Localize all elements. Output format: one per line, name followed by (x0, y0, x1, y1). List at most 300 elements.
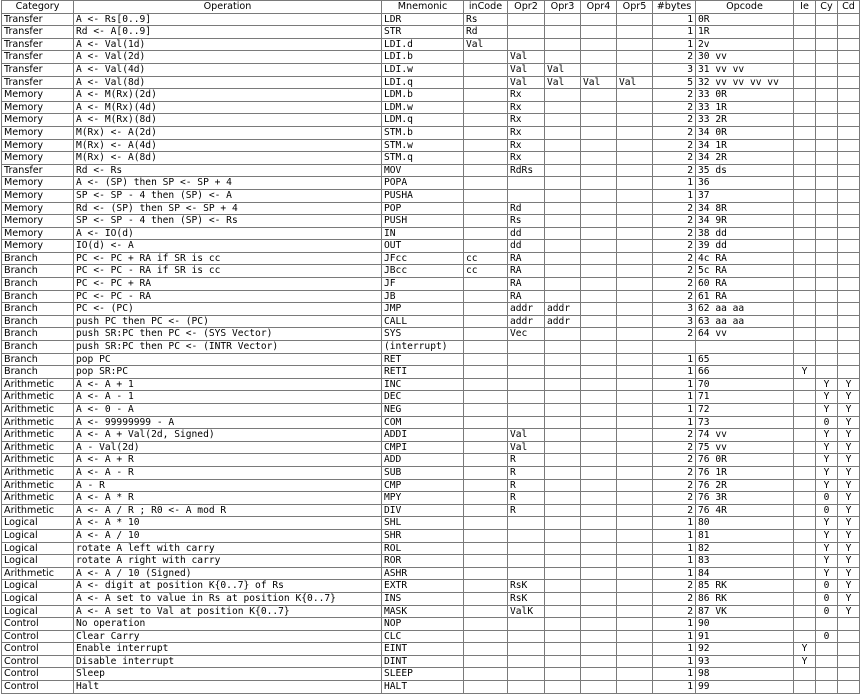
cell-ie (794, 227, 816, 240)
cell-incode (464, 466, 508, 479)
cell-ie (794, 429, 816, 442)
cell-category: Arithmetic (2, 391, 74, 404)
table-row (2, 227, 860, 240)
cell-mnemonic: NEG (382, 404, 464, 417)
cell-mnemonic: CALL (382, 315, 464, 328)
cell-bytes: 2 (653, 605, 696, 618)
cell-cy (816, 13, 838, 26)
cell-ie (794, 152, 816, 165)
cell-operation: rotate A left with carry (74, 542, 382, 555)
cell-category: Branch (2, 278, 74, 291)
cell-cd (838, 252, 860, 265)
cell-category: Branch (2, 353, 74, 366)
table-row (2, 630, 860, 643)
cell-bytes: 2 (653, 89, 696, 102)
cell-opr2: addr (508, 303, 545, 316)
cell-cd (838, 290, 860, 303)
cell-mnemonic: CMPI (382, 441, 464, 454)
cell-cy (816, 139, 838, 152)
header-incode: inCode (464, 1, 508, 14)
cell-opr2: RsK (508, 592, 545, 605)
cell-bytes: 1 (653, 177, 696, 190)
table-row (2, 101, 860, 114)
cell-incode: cc (464, 252, 508, 265)
cell-opr2 (508, 366, 545, 379)
cell-cd (838, 63, 860, 76)
cell-mnemonic: OUT (382, 240, 464, 253)
cell-incode (464, 227, 508, 240)
cell-opr4 (581, 529, 617, 542)
cell-incode (464, 643, 508, 656)
cell-cy (816, 227, 838, 240)
table-row (2, 466, 860, 479)
cell-opr5 (617, 454, 653, 467)
cell-opr2: RA (508, 278, 545, 291)
cell-opr5 (617, 643, 653, 656)
header-bytes: #bytes (653, 1, 696, 14)
cell-opcode: 63 aa aa (696, 315, 794, 328)
cell-cd: Y (838, 605, 860, 618)
cell-cy (816, 215, 838, 228)
cell-cy (816, 101, 838, 114)
cell-operation: A - Val(2d) (74, 441, 382, 454)
cell-opr4 (581, 114, 617, 127)
cell-bytes: 2 (653, 240, 696, 253)
cell-opr3 (545, 580, 581, 593)
cell-opr5 (617, 655, 653, 668)
cell-opr5 (617, 341, 653, 354)
cell-opr2: Rx (508, 101, 545, 114)
cell-opr4 (581, 605, 617, 618)
cell-operation: A <- (SP) then SP <- SP + 4 (74, 177, 382, 190)
cell-incode (464, 164, 508, 177)
cell-cd (838, 240, 860, 253)
cell-cd (838, 681, 860, 694)
cell-opcode: 92 (696, 643, 794, 656)
cell-mnemonic: LDI.b (382, 51, 464, 64)
cell-bytes: 5 (653, 76, 696, 89)
cell-opr2: addr (508, 315, 545, 328)
cell-ie (794, 101, 816, 114)
cell-opr2: Val (508, 441, 545, 454)
cell-operation: A <- A + R (74, 454, 382, 467)
cell-cd (838, 353, 860, 366)
cell-opcode: 90 (696, 618, 794, 631)
cell-operation: PC <- PC - RA (74, 290, 382, 303)
table-row (2, 341, 860, 354)
cell-category: Memory (2, 177, 74, 190)
cell-category: Control (2, 681, 74, 694)
cell-opr4 (581, 366, 617, 379)
cell-mnemonic: DINT (382, 655, 464, 668)
cell-operation: M(Rx) <- A(8d) (74, 152, 382, 165)
cell-mnemonic: DEC (382, 391, 464, 404)
cell-mnemonic: INS (382, 592, 464, 605)
header-opcode: Opcode (696, 1, 794, 14)
cell-opr3 (545, 126, 581, 139)
cell-bytes: 2 (653, 454, 696, 467)
cell-operation: A <- Val(1d) (74, 38, 382, 51)
cell-opr5 (617, 441, 653, 454)
cell-ie (794, 681, 816, 694)
cell-category: Memory (2, 189, 74, 202)
cell-bytes: 1 (653, 555, 696, 568)
cell-opr5 (617, 429, 653, 442)
cell-opr3 (545, 605, 581, 618)
cell-cd (838, 164, 860, 177)
cell-category: Transfer (2, 164, 74, 177)
cell-ie (794, 668, 816, 681)
cell-opr2: Rx (508, 152, 545, 165)
cell-opr5 (617, 164, 653, 177)
cell-opr4 (581, 555, 617, 568)
table-row (2, 189, 860, 202)
cell-cd (838, 643, 860, 656)
cell-opr3 (545, 51, 581, 64)
cell-ie (794, 630, 816, 643)
cell-cd: Y (838, 479, 860, 492)
cell-incode (464, 89, 508, 102)
cell-opr5 (617, 315, 653, 328)
table-row (2, 517, 860, 530)
cell-category: Control (2, 655, 74, 668)
cell-mnemonic: SUB (382, 466, 464, 479)
cell-opr2: Rx (508, 89, 545, 102)
cell-ie (794, 341, 816, 354)
cell-category: Transfer (2, 38, 74, 51)
cell-opcode: 36 (696, 177, 794, 190)
cell-incode: cc (464, 265, 508, 278)
cell-cy (816, 38, 838, 51)
cell-opr2 (508, 391, 545, 404)
cell-opr4 (581, 303, 617, 316)
cell-cy: Y (816, 429, 838, 442)
cell-opr4 (581, 215, 617, 228)
cell-opr4 (581, 517, 617, 530)
cell-operation: pop PC (74, 353, 382, 366)
table-row (2, 215, 860, 228)
cell-opr5 (617, 265, 653, 278)
cell-incode (464, 378, 508, 391)
cell-incode (464, 542, 508, 555)
cell-bytes: 2 (653, 227, 696, 240)
cell-mnemonic: INC (382, 378, 464, 391)
cell-ie (794, 441, 816, 454)
cell-mnemonic: JB (382, 290, 464, 303)
cell-incode (464, 391, 508, 404)
cell-cy (816, 643, 838, 656)
cell-cy (816, 252, 838, 265)
cell-opr2: RA (508, 252, 545, 265)
cell-opcode: 86 RK (696, 592, 794, 605)
cell-opr4 (581, 189, 617, 202)
cell-operation: push SR:PC then PC <- (SYS Vector) (74, 328, 382, 341)
cell-opr2: Val (508, 76, 545, 89)
cell-opcode: 87 VK (696, 605, 794, 618)
cell-category: Memory (2, 215, 74, 228)
table-row (2, 114, 860, 127)
cell-ie (794, 51, 816, 64)
cell-ie (794, 555, 816, 568)
cell-ie (794, 353, 816, 366)
cell-opr4 (581, 630, 617, 643)
cell-category: Memory (2, 139, 74, 152)
cell-incode (464, 315, 508, 328)
cell-opr2: ValK (508, 605, 545, 618)
cell-bytes: 1 (653, 618, 696, 631)
cell-opcode: 2v (696, 38, 794, 51)
cell-opr4 (581, 341, 617, 354)
cell-cd (838, 76, 860, 89)
cell-opr5 (617, 278, 653, 291)
cell-opr2 (508, 567, 545, 580)
cell-ie (794, 529, 816, 542)
table-row (2, 202, 860, 215)
cell-cy (816, 328, 838, 341)
cell-opr3: Val (545, 63, 581, 76)
cell-opr3 (545, 164, 581, 177)
cell-incode (464, 404, 508, 417)
cell-opr5 (617, 504, 653, 517)
cell-opcode: 34 0R (696, 126, 794, 139)
table-row (2, 328, 860, 341)
cell-incode (464, 555, 508, 568)
cell-mnemonic: STM.w (382, 139, 464, 152)
cell-operation: PC <- PC + RA (74, 278, 382, 291)
cell-opr5 (617, 605, 653, 618)
cell-cd: Y (838, 391, 860, 404)
cell-opr4 (581, 126, 617, 139)
table-row (2, 278, 860, 291)
cell-operation: Clear Carry (74, 630, 382, 643)
cell-opr3 (545, 668, 581, 681)
cell-category: Arithmetic (2, 441, 74, 454)
cell-incode (464, 454, 508, 467)
cell-opr5 (617, 492, 653, 505)
cell-cy (816, 114, 838, 127)
cell-cy (816, 63, 838, 76)
cell-cd (838, 139, 860, 152)
cell-opr3 (545, 643, 581, 656)
cell-bytes: 1 (653, 643, 696, 656)
cell-category: Control (2, 643, 74, 656)
cell-opcode: 76 1R (696, 466, 794, 479)
cell-cy (816, 26, 838, 39)
table-row (2, 89, 860, 102)
cell-opr5 (617, 139, 653, 152)
cell-cy (816, 89, 838, 102)
cell-cy (816, 618, 838, 631)
cell-opr3 (545, 114, 581, 127)
cell-opr4 (581, 454, 617, 467)
cell-bytes: 1 (653, 655, 696, 668)
cell-opr4 (581, 643, 617, 656)
cell-opr4 (581, 328, 617, 341)
cell-operation: A <- A set to value in Rs at position K{0..7} (74, 592, 382, 605)
cell-operation: PC <- PC + RA if SR is cc (74, 252, 382, 265)
cell-cd (838, 265, 860, 278)
cell-bytes: 1 (653, 353, 696, 366)
cell-cy: 0 (816, 504, 838, 517)
cell-opr5 (617, 592, 653, 605)
cell-opr2 (508, 618, 545, 631)
cell-bytes: 3 (653, 63, 696, 76)
cell-opcode: 1R (696, 26, 794, 39)
table-row (2, 315, 860, 328)
cell-cd: Y (838, 529, 860, 542)
cell-bytes: 2 (653, 139, 696, 152)
cell-opcode: 84 (696, 567, 794, 580)
cell-opcode: 34 9R (696, 215, 794, 228)
cell-opr3 (545, 517, 581, 530)
cell-opr3 (545, 328, 581, 341)
cell-opr2: Rx (508, 139, 545, 152)
cell-opr4 (581, 38, 617, 51)
cell-opcode: 34 1R (696, 139, 794, 152)
cell-cd (838, 303, 860, 316)
cell-mnemonic: NOP (382, 618, 464, 631)
cell-category: Arithmetic (2, 429, 74, 442)
cell-cd: Y (838, 416, 860, 429)
cell-category: Arithmetic (2, 466, 74, 479)
cell-cd (838, 189, 860, 202)
cell-cy (816, 164, 838, 177)
cell-opcode: 35 ds (696, 164, 794, 177)
table-row (2, 353, 860, 366)
cell-opr5 (617, 202, 653, 215)
cell-opr3 (545, 139, 581, 152)
cell-operation: A <- A * 10 (74, 517, 382, 530)
cell-operation: A <- IO(d) (74, 227, 382, 240)
cell-opr4 (581, 618, 617, 631)
cell-opr2: Vec (508, 328, 545, 341)
cell-bytes: 2 (653, 492, 696, 505)
cell-incode (464, 655, 508, 668)
cell-opr2: Rs (508, 215, 545, 228)
cell-incode (464, 152, 508, 165)
cell-bytes: 2 (653, 441, 696, 454)
table-row (2, 240, 860, 253)
cell-opr5 (617, 252, 653, 265)
cell-opr2 (508, 378, 545, 391)
cell-bytes: 1 (653, 529, 696, 542)
cell-cy: Y (816, 378, 838, 391)
cell-opr2 (508, 542, 545, 555)
table-row (2, 378, 860, 391)
header-opr2: Opr2 (508, 1, 545, 14)
cell-opcode: 32 vv vv vv vv (696, 76, 794, 89)
cell-cy: Y (816, 479, 838, 492)
cell-cy (816, 655, 838, 668)
table-row (2, 479, 860, 492)
cell-opr2 (508, 517, 545, 530)
cell-cy: 0 (816, 492, 838, 505)
cell-operation: PC <- PC - RA if SR is cc (74, 265, 382, 278)
cell-category: Logical (2, 592, 74, 605)
cell-operation: A <- digit at position K{0..7} of Rs (74, 580, 382, 593)
table-row (2, 567, 860, 580)
cell-incode: Rd (464, 26, 508, 39)
cell-opr2: Val (508, 429, 545, 442)
cell-mnemonic: SLEEP (382, 668, 464, 681)
cell-category: Branch (2, 290, 74, 303)
cell-cd: Y (838, 429, 860, 442)
cell-opr2: R (508, 466, 545, 479)
cell-ie (794, 618, 816, 631)
cell-opr3 (545, 240, 581, 253)
cell-opr2 (508, 177, 545, 190)
cell-category: Arithmetic (2, 454, 74, 467)
cell-category: Branch (2, 366, 74, 379)
cell-opr2: Rx (508, 114, 545, 127)
cell-incode (464, 278, 508, 291)
cell-bytes: 2 (653, 479, 696, 492)
cell-category: Branch (2, 315, 74, 328)
cell-opr2 (508, 189, 545, 202)
cell-opr3 (545, 215, 581, 228)
cell-opr4 (581, 466, 617, 479)
cell-category: Arithmetic (2, 567, 74, 580)
cell-opcode: 99 (696, 681, 794, 694)
cell-operation: A <- M(Rx)(2d) (74, 89, 382, 102)
cell-operation: A <- A + 1 (74, 378, 382, 391)
cell-ie (794, 404, 816, 417)
cell-cd: Y (838, 555, 860, 568)
cell-opr2 (508, 26, 545, 39)
cell-opr4 (581, 542, 617, 555)
cell-opr3 (545, 265, 581, 278)
cell-incode (464, 567, 508, 580)
cell-cy (816, 152, 838, 165)
cell-opr4 (581, 101, 617, 114)
cell-opr2 (508, 353, 545, 366)
cell-opr3 (545, 26, 581, 39)
cell-opcode: 64 vv (696, 328, 794, 341)
table-row (2, 290, 860, 303)
cell-bytes: 2 (653, 290, 696, 303)
cell-cd (838, 328, 860, 341)
cell-bytes: 1 (653, 681, 696, 694)
cell-cy (816, 177, 838, 190)
cell-opr2: RsK (508, 580, 545, 593)
cell-opr3 (545, 416, 581, 429)
cell-mnemonic: EXTR (382, 580, 464, 593)
cell-bytes: 1 (653, 189, 696, 202)
cell-opr2: RA (508, 265, 545, 278)
cell-incode (464, 202, 508, 215)
cell-opcode: 30 vv (696, 51, 794, 64)
cell-opcode: 83 (696, 555, 794, 568)
cell-cd (838, 202, 860, 215)
cell-opr2: R (508, 454, 545, 467)
cell-opr3 (545, 479, 581, 492)
cell-mnemonic: JMP (382, 303, 464, 316)
table-row (2, 303, 860, 316)
cell-cd (838, 26, 860, 39)
cell-opcode: 34 8R (696, 202, 794, 215)
cell-opr4 (581, 492, 617, 505)
cell-cy (816, 240, 838, 253)
cell-cy: Y (816, 404, 838, 417)
cell-bytes: 2 (653, 101, 696, 114)
cell-cy (816, 353, 838, 366)
cell-ie (794, 328, 816, 341)
cell-opr3: addr (545, 303, 581, 316)
cell-ie (794, 580, 816, 593)
cell-cy: 0 (816, 605, 838, 618)
cell-bytes: 2 (653, 202, 696, 215)
cell-ie (794, 504, 816, 517)
